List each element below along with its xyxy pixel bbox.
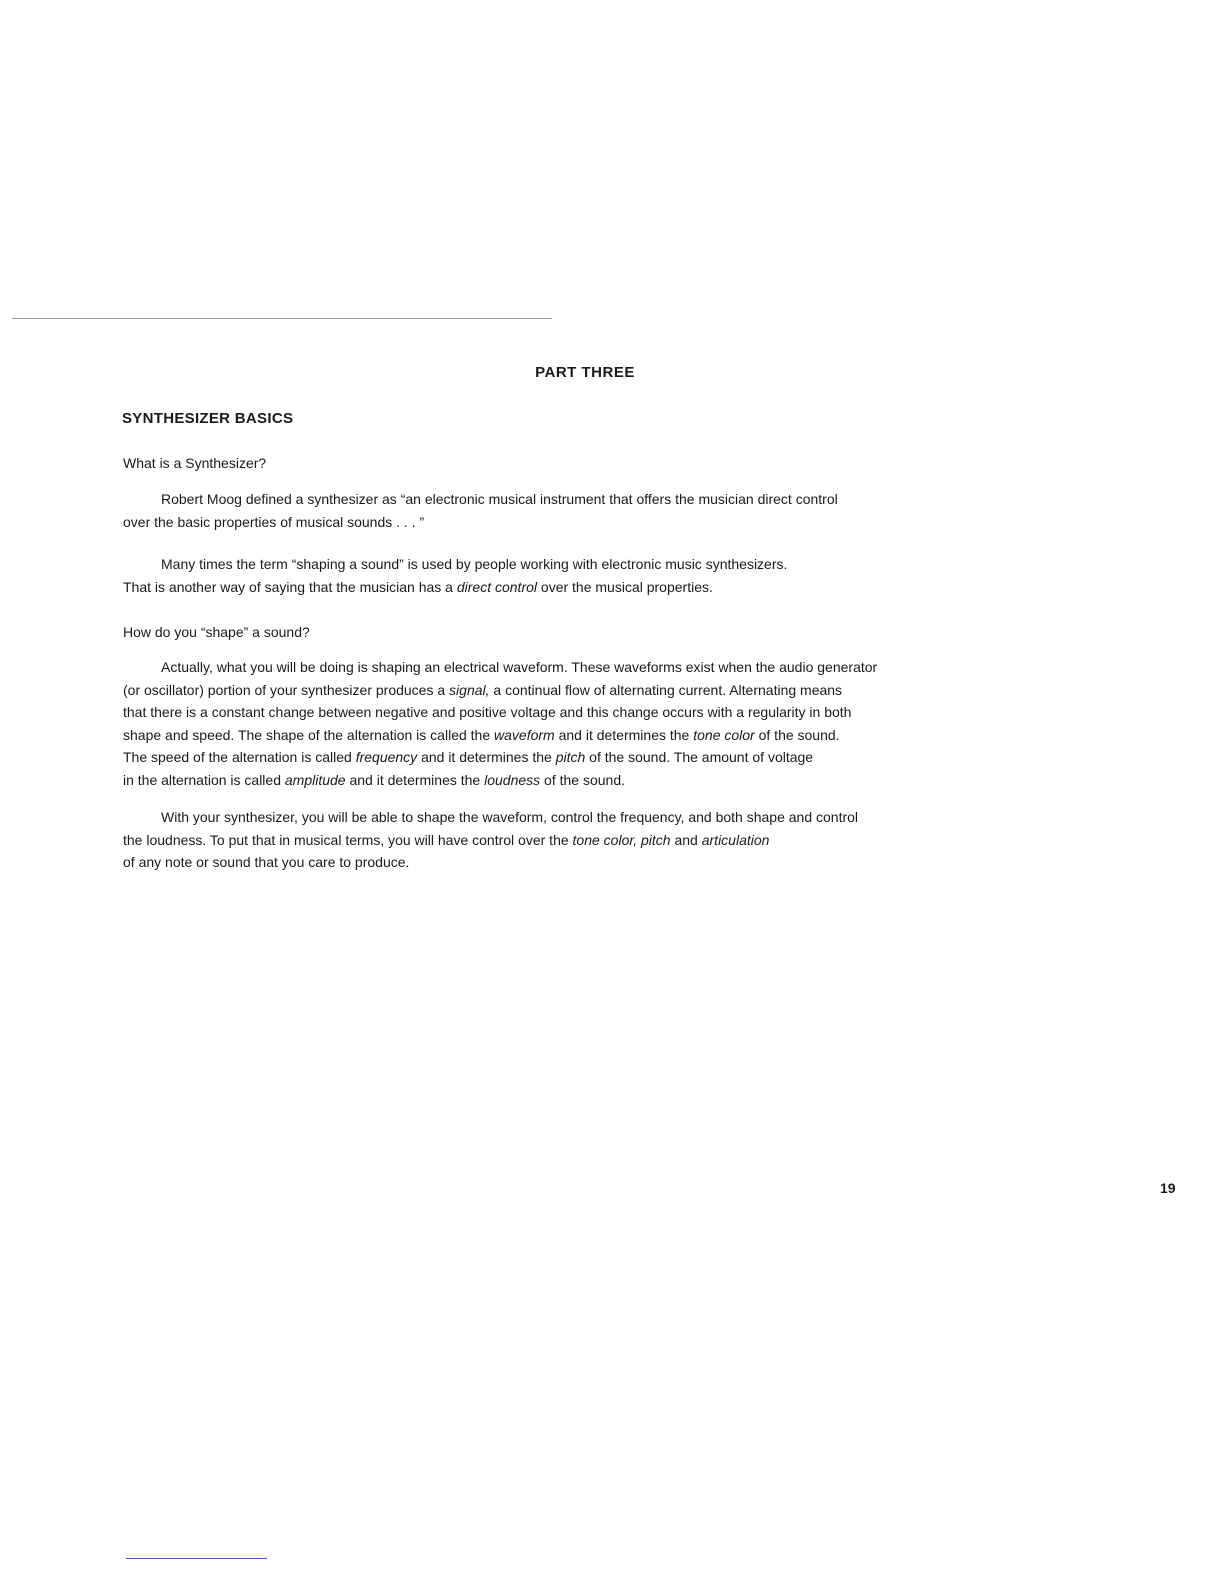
bottom-rule (126, 1558, 267, 1559)
paragraph-line (123, 724, 1003, 747)
text: that there is a constant change between negative and positive voltage and this change occurs with a regularity in both (123, 704, 852, 720)
paragraph-waveform-explanation (123, 656, 1003, 791)
paragraph-line (123, 701, 1003, 724)
emphasis: waveform (494, 726, 555, 743)
text: of the sound. The amount of voltage (585, 749, 814, 765)
text: a continual flow of alternating current. Alternating means (489, 681, 843, 698)
emphasis: amplitude (284, 771, 346, 788)
paragraph-shaping-sound (123, 553, 1003, 598)
text: over the basic properties of musical sounds . . . ” (123, 513, 425, 530)
text: The speed of the alternation is called (123, 749, 356, 765)
emphasis: tone color, pitch (572, 831, 671, 848)
paragraph-line (123, 553, 1003, 576)
emphasis: direct control (456, 578, 538, 595)
emphasis: tone color (693, 726, 755, 743)
paragraph-line (123, 576, 1003, 599)
text: shape and speed. The shape of the alternation is called the (123, 726, 495, 743)
text: of the sound. (540, 771, 625, 788)
paragraph-line (123, 746, 1003, 769)
paragraph-line (123, 769, 1003, 792)
text: Many times the term “shaping a sound” is used by people working with electronic music synthesizers. (161, 556, 788, 572)
paragraph-synthesizer-control (123, 806, 1003, 874)
text: the loudness. To put that in musical terms, you will have control over the (123, 831, 573, 848)
question-what-is-synthesizer: What is a Synthesizer? (123, 455, 267, 471)
text: of any note or sound that you care to produce. (123, 854, 410, 870)
paragraph-line (123, 679, 1003, 702)
text: That is another way of saying that the musician has a (123, 578, 457, 595)
text: With your synthesizer, you will be able to shape the waveform, control the frequency, and both shape and control (161, 809, 859, 825)
text: over the musical properties. (537, 578, 713, 595)
text: in the alternation is called (123, 771, 285, 788)
text: and it determines the (345, 771, 485, 788)
top-rule (12, 318, 552, 319)
paragraph-line (123, 851, 1003, 874)
paragraph-line (123, 488, 1003, 511)
emphasis: articulation (701, 831, 770, 848)
text: of the sound. (754, 726, 840, 743)
section-title: SYNTHESIZER BASICS (122, 410, 294, 427)
text: and it determines the (554, 726, 694, 743)
text: and (670, 831, 702, 848)
part-title: PART THREE (535, 364, 635, 381)
paragraph-moog-definition (123, 488, 1003, 533)
text: Actually, what you will be doing is shaping an electrical waveform. These waveforms exist when the audio generator (161, 659, 878, 675)
text: and it determines the (417, 749, 556, 765)
question-how-shape-sound: How do you “shape” a sound? (123, 624, 310, 640)
emphasis: loudness (484, 771, 541, 788)
paragraph-line (123, 806, 1003, 829)
page-number: 19 (1160, 1180, 1176, 1196)
emphasis: pitch (555, 749, 586, 765)
emphasis: signal, (449, 681, 490, 698)
text: Robert Moog defined a synthesizer as “an electronic musical instrument that offers the musician direct control (161, 491, 838, 507)
paragraph-line (123, 656, 1003, 679)
text: (or oscillator) portion of your synthesizer produces a (123, 681, 450, 698)
paragraph-line (123, 829, 1003, 852)
paragraph-line (123, 511, 1003, 534)
emphasis: frequency (355, 749, 418, 765)
